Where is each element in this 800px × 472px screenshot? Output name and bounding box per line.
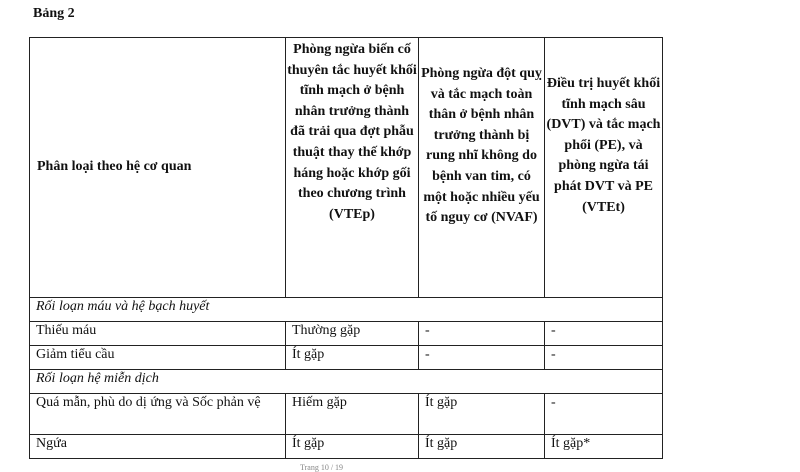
cell-vtet: -: [545, 346, 663, 370]
table-row: [30, 322, 663, 346]
cell-nvaf: Ít gặp: [419, 435, 545, 459]
header-organ-class: Phân loại theo hệ cơ quan: [30, 38, 286, 298]
header-nvaf: Phòng ngừa đột quỵ và tắc mạch toàn thân ở bệnh nhân trưởng thành bị rung nhĩ không do bệnh van tim, có một hoặc nhiều yếu tố nguy cơ (NVAF): [419, 38, 545, 298]
table-row: [30, 435, 663, 459]
cell-term: Quá mẫn, phù do dị ứng và Sốc phản vệ: [30, 394, 286, 435]
section-title-immune: Rối loạn hệ miễn dịch: [30, 370, 663, 394]
cell-vtet: Ít gặp*: [545, 435, 663, 459]
cell-vtep: Hiếm gặp: [286, 394, 419, 435]
adverse-reactions-table: [29, 37, 663, 459]
page-footer: Trang 10 / 19: [300, 463, 344, 472]
header-vtep: Phòng ngừa biến cố thuyên tắc huyết khối tĩnh mạch ở bệnh nhân trưởng thành đã trải qua đợt phẫu thuật thay thế khớp háng hoặc khớp gối theo chương trình (VTEp): [286, 38, 419, 298]
section-row: [30, 370, 663, 394]
section-title-blood: Rối loạn máu và hệ bạch huyết: [30, 298, 663, 322]
header-vtet: Điều trị huyết khối tĩnh mạch sâu (DVT) và tắc mạch phổi (PE), và phòng ngừa tái phát DVT và PE (VTEt): [545, 38, 663, 298]
cell-term: Giảm tiểu cầu: [30, 346, 286, 370]
cell-term: Thiếu máu: [30, 322, 286, 346]
cell-nvaf: -: [419, 346, 545, 370]
cell-vtep: Ít gặp: [286, 435, 419, 459]
section-row: [30, 298, 663, 322]
table-header-row: [30, 38, 663, 298]
table-row: [30, 346, 663, 370]
cell-term: Ngứa: [30, 435, 286, 459]
table-row: [30, 394, 663, 435]
cell-vtet: -: [545, 322, 663, 346]
cell-vtet: -: [545, 394, 663, 435]
table-caption: Bảng 2: [33, 6, 75, 21]
cell-vtep: Thường gặp: [286, 322, 419, 346]
cell-nvaf: Ít gặp: [419, 394, 545, 435]
cell-vtep: Ít gặp: [286, 346, 419, 370]
cell-nvaf: -: [419, 322, 545, 346]
